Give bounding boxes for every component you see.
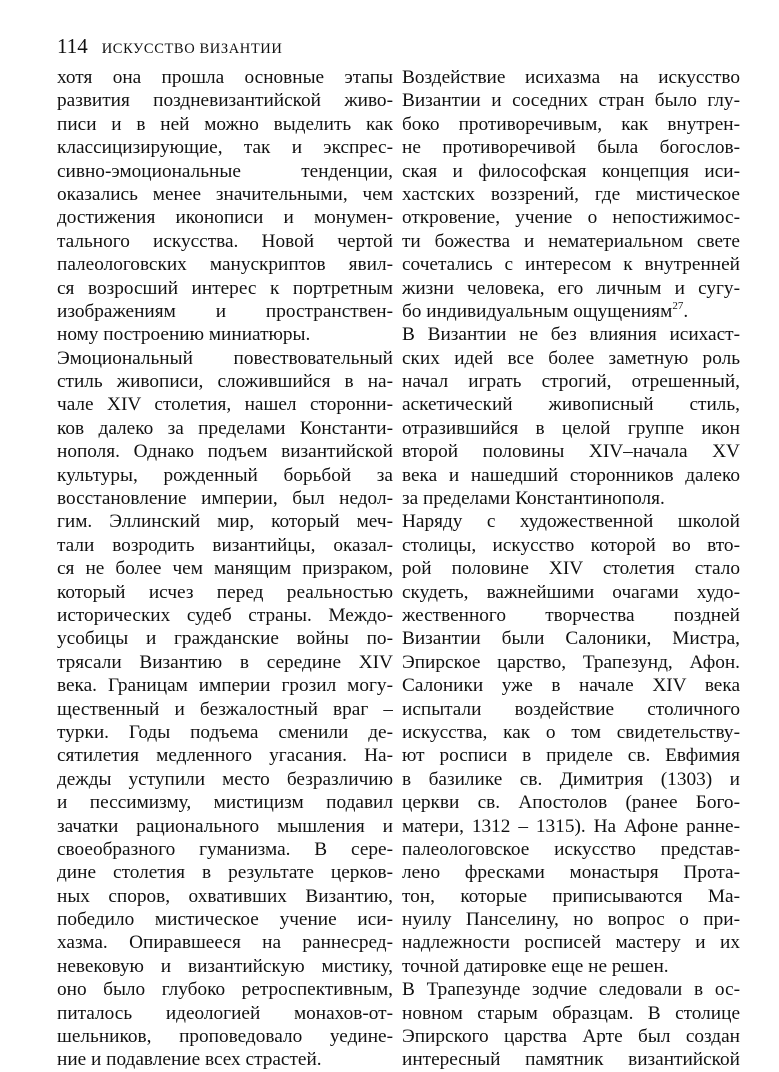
text-line-content: оно было глубоко ретроспективным, [57, 979, 393, 1001]
text-line-content: который исчез перед реальностью [57, 581, 393, 603]
text-line-content: второй половины XIV–начала XV [402, 441, 740, 463]
text-line-content: ному построению миниатюры. [57, 324, 311, 346]
text-line-content: ся возросший интерес к портретным [57, 277, 393, 299]
text-line [57, 674, 393, 697]
text-line [57, 136, 393, 159]
text-line [57, 815, 393, 838]
text-line [57, 1025, 393, 1048]
text-line [57, 347, 393, 370]
right-text-column [402, 66, 740, 1072]
text-line-content: боко противоречивым, как внутрен- [402, 113, 740, 135]
text-line-content: испытали воздействие столичного [402, 698, 740, 720]
text-line-content: искусства, как о том свидетельству- [402, 721, 740, 743]
text-line-content: зачатки рационального мышления и [57, 815, 393, 837]
text-line-content: Византии были Салоники, Мистра, [402, 628, 740, 650]
text-line [402, 160, 740, 183]
text-line-content: дежды уступили место безразличию [57, 768, 393, 790]
text-line [57, 160, 393, 183]
text-line [57, 885, 393, 908]
text-line-content: лено фресками монастыря Прота- [402, 862, 740, 884]
text-line: бо индивидуальным ощущениям$^{27}$. [402, 299, 689, 322]
page-number: 114 [57, 34, 88, 58]
text-line [402, 534, 740, 557]
text-line [57, 581, 393, 604]
text-line [57, 861, 393, 884]
text-line [57, 978, 393, 1001]
text-line [402, 978, 740, 1001]
text-line [57, 534, 393, 557]
text-line [402, 885, 740, 908]
text-line-content: шельников, проповедовало уедине- [57, 1026, 393, 1048]
text-line-content: Эмоциональный повествовательный [57, 347, 393, 369]
text-line [57, 417, 393, 440]
text-line [57, 698, 393, 721]
text-line [402, 347, 740, 370]
text-line [402, 277, 740, 300]
text-line-content: нуилу Панселину, но вопрос о при- [402, 909, 740, 931]
text-line-content: ся не более чем манящим призраком, [57, 558, 393, 580]
text-line-content: невековую и византийскую мистику, [57, 955, 393, 977]
text-line [57, 791, 393, 814]
text-line [57, 768, 393, 791]
footnote-marker: 27 [672, 299, 684, 312]
text-line [57, 440, 393, 463]
text-line-content: ние и подавление всех страстей. [57, 1049, 322, 1071]
text-line [57, 300, 393, 323]
text-line [402, 510, 740, 533]
text-line [402, 136, 740, 159]
text-line [57, 931, 393, 954]
text-line-content: аскетический живописный стиль, [402, 394, 740, 416]
text-line [57, 277, 393, 300]
text-line-content: матери, 1312 – 1315). На Афоне ранне- [402, 815, 740, 837]
text-line [57, 1048, 393, 1071]
text-line-content: усобицы и гражданские войны по- [57, 628, 393, 650]
text-line [57, 323, 393, 346]
text-line-content: Эпирского царства Арте был создан [402, 1026, 740, 1048]
text-line [402, 417, 740, 440]
text-line-content: отразившийся в целой группе икон [402, 417, 740, 439]
text-line [402, 1048, 740, 1071]
text-line-content: церкви св. Апостолов (ранее Бого- [402, 792, 740, 814]
text-line [402, 698, 740, 721]
text-line-content: точной датировке еще не решен. [402, 955, 669, 977]
text-line-content: ков далеко за пределами Константи- [57, 417, 393, 439]
text-line-content: века и нашедший сторонников далеко [402, 464, 740, 486]
text-line [57, 838, 393, 861]
text-line [57, 604, 393, 627]
text-line [402, 230, 740, 253]
text-line-content: палеологовских манускриптов явил- [57, 254, 393, 276]
text-line [402, 721, 740, 744]
text-line [402, 370, 740, 393]
text-line-content: стиль живописи, сложившийся в на- [57, 371, 393, 393]
text-line [57, 66, 393, 89]
text-line [402, 931, 740, 954]
text-line-content: тального искусства. Новой чертой [57, 230, 393, 252]
text-line-content: бо индивидуальным ощущениям [402, 300, 673, 322]
text-line [402, 66, 740, 89]
text-line [57, 89, 393, 112]
text-line [57, 393, 393, 416]
text-line-content: хастских воззрений, где мистическое [402, 183, 740, 205]
text-line-content: жественного творчества поздней [402, 604, 740, 626]
text-line [402, 955, 740, 978]
text-line [57, 183, 393, 206]
text-line [57, 557, 393, 580]
text-line-content: турки. Годы подъема сменили де- [57, 721, 393, 743]
text-line-content: сивно-эмоциональные тенденции, [57, 160, 393, 182]
text-line [402, 1002, 740, 1025]
text-line-content: сочетались с интересом к внутренней [402, 254, 740, 276]
text-line-content: достижения иконописи и монумен- [57, 207, 393, 229]
text-line [402, 253, 740, 276]
text-line-content: нополя. Однако подъем византийской [57, 441, 393, 463]
text-line-content: В Трапезунде зодчие следовали в ос- [402, 979, 740, 1001]
text-line-content: ют росписи в приделе св. Евфимия [402, 745, 740, 767]
text-line-content: гим. Эллинский мир, который меч- [57, 511, 393, 533]
text-line [57, 721, 393, 744]
text-line-content: начал играть строгий, отрешенный, [402, 371, 740, 393]
text-line-content: развития поздневизантийской живо- [57, 90, 393, 112]
text-line-content: тон, которые приписываются Ма- [402, 885, 740, 907]
text-line-content: рой половине XIV столетия стало [402, 558, 740, 580]
text-line [402, 674, 740, 697]
text-line-content: откровение, учение о непостижимос- [402, 207, 740, 229]
text-line [402, 440, 740, 463]
text-line [57, 230, 393, 253]
text-line-content: в базилике св. Димитрия (1303) и [402, 768, 740, 790]
text-line [402, 581, 740, 604]
text-line-content: В Византии не без влияния исихаст- [402, 324, 740, 346]
text-line [402, 113, 740, 136]
text-line [402, 487, 740, 510]
text-line [402, 89, 740, 112]
text-line [402, 557, 740, 580]
text-line-content: ских идей все более заметную роль [402, 347, 740, 369]
text-line-content: Воздействие исихазма на искусство [402, 67, 740, 88]
text-line-content: исторических судеб страны. Междо- [57, 604, 393, 626]
text-line [402, 206, 740, 229]
text-line-content: хазма. Опиравшееся на раннесред- [57, 932, 393, 954]
text-line [57, 744, 393, 767]
text-line [402, 323, 740, 346]
text-line [57, 487, 393, 510]
text-line-content: сятилетия медленного угасания. На- [57, 745, 393, 767]
text-line-content: палеологовское искусство представ- [402, 838, 740, 860]
text-line-content: Эпирское царство, Трапезунд, Афон. [402, 651, 740, 673]
text-line [402, 768, 740, 791]
text-line [402, 1025, 740, 1048]
text-line [402, 651, 740, 674]
text-line-content: оказались менее значительными, чем [57, 183, 393, 205]
text-line [402, 791, 740, 814]
text-line-content: Наряду с художественной школой [402, 511, 740, 533]
text-line [402, 604, 740, 627]
text-line [57, 1002, 393, 1025]
text-line [57, 908, 393, 931]
text-line [57, 206, 393, 229]
text-line [402, 393, 740, 416]
text-line-content: века. Границам империи грозил могу- [57, 675, 393, 697]
text-line-content: щественный и безжалостный враг – [57, 698, 393, 720]
text-line [402, 815, 740, 838]
text-line-content: ти божества и нематериальном свете [402, 230, 740, 252]
text-line-content: надлежности росписей мастеру и их [402, 932, 740, 954]
text-line-content: столицы, искусство которой во вто- [402, 534, 740, 556]
text-line-content: дине столетия в результате церков- [57, 862, 393, 884]
text-line-content: скудеть, важнейшими очагами худо- [402, 581, 740, 603]
text-line [402, 861, 740, 884]
text-line [402, 908, 740, 931]
text-line-content: хотя она прошла основные этапы [57, 67, 393, 88]
text-line-content: и пессимизму, мистицизм подавил [57, 792, 393, 814]
text-line-content: победило мистическое учение иси- [57, 909, 393, 931]
text-line-content: тали возродить византийцы, оказал- [57, 534, 393, 556]
running-title: ИСКУССТВО ВИЗАНТИИ [101, 41, 283, 57]
text-line-content: интересный памятник византийской [402, 1049, 740, 1071]
text-line [57, 464, 393, 487]
text-line [57, 651, 393, 674]
text-line-content: писи и в ней можно выделить как [57, 113, 393, 135]
left-text-column [57, 66, 393, 1072]
text-line [57, 510, 393, 533]
text-line-content: культуры, рожденный борьбой за [57, 464, 393, 486]
text-line-content: питалось идеологией монахов-от- [57, 1002, 393, 1024]
text-line-content: не противоречивой была богослов- [402, 137, 740, 159]
text-line [57, 627, 393, 650]
text-line [402, 627, 740, 650]
text-line [402, 744, 740, 767]
text-line [57, 113, 393, 136]
text-line-content: жизни человека, его личным и сугу- [402, 277, 740, 299]
text-line-content: трясали Византию в середине XIV [57, 651, 393, 673]
running-head [57, 34, 282, 60]
text-line-content: чале XIV столетия, нашел сторонни- [57, 394, 393, 416]
text-line [402, 838, 740, 861]
text-line-content: своеобразного гуманизма. В сере- [57, 838, 393, 860]
text-line-content: за пределами Константинополя. [402, 488, 665, 510]
text-line-content: восстановление империи, был недол- [57, 488, 393, 510]
text-line-content: изображениям и пространствен- [57, 300, 393, 322]
text-line-content: классицизирующие, так и экспрес- [57, 137, 393, 159]
text-line-content: Византии и соседних стран было глу- [402, 90, 740, 112]
text-line-content: новном старым образцам. В столице [402, 1002, 740, 1024]
text-line [57, 370, 393, 393]
text-line-content: ных споров, охвативших Византию, [57, 885, 393, 907]
text-line [402, 464, 740, 487]
text-line [57, 955, 393, 978]
text-line-content: ская и философская концепция иси- [402, 160, 740, 182]
text-line-content: Салоники уже в начале XIV века [402, 675, 740, 697]
text-line [402, 183, 740, 206]
text-line [57, 253, 393, 276]
